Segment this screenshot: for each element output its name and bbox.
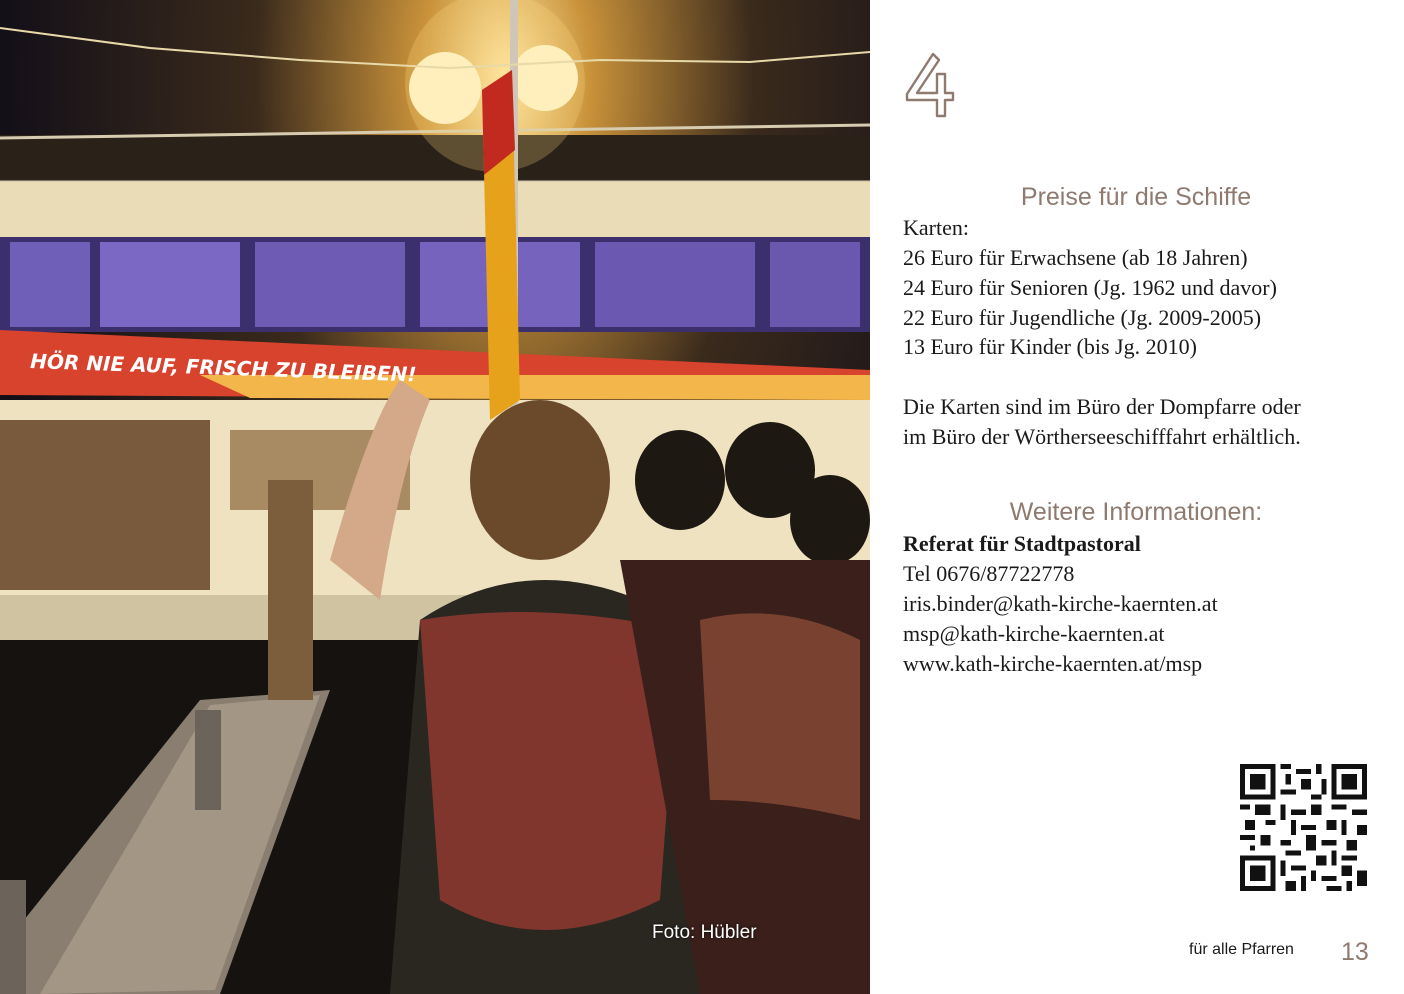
prices-heading: Preise für die Schiffe — [1020, 183, 1252, 211]
price-adults: 26 Euro für Erwachsene (ab 18 Jahren) — [903, 245, 1248, 270]
price-youth: 22 Euro für Jugendliche (Jg. 2009-2005) — [903, 305, 1262, 330]
contact-org: Referat für Stadtpastoral — [903, 531, 1141, 556]
woman-head — [470, 400, 610, 560]
contact-phone: Tel 0676/87722778 — [903, 561, 1075, 586]
availability-line-2: im Büro der Wörtherseeschifffahrt erhältlich. — [903, 424, 1301, 449]
contact-website[interactable]: www.kath-kirche-kaernten.at/msp — [903, 651, 1203, 676]
footer-label: für alle Pfarren — [1189, 941, 1294, 958]
contact-email-2[interactable]: msp@kath-kirche-kaernten.at — [903, 621, 1165, 646]
tickets-label: Karten: — [903, 215, 969, 240]
mooring-post — [268, 480, 313, 700]
price-seniors: 24 Euro für Senioren (Jg. 1962 und davor) — [903, 275, 1277, 300]
availability-line-1: Die Karten sind im Büro der Dompfarre oder — [903, 394, 1301, 419]
info-heading: Weitere Informationen: — [1009, 498, 1263, 526]
qr-code-icon — [1240, 764, 1367, 891]
photo-credit: Foto: Hübler — [652, 922, 757, 943]
page-number: 13 — [1341, 938, 1369, 966]
banner-text: HÖR NIE AUF, FRISCH ZU BLEIBEN! — [29, 349, 417, 387]
ship-upper-hull — [0, 182, 870, 237]
price-children: 13 Euro für Kinder (bis Jg. 2010) — [903, 334, 1197, 359]
contact-email-1[interactable]: iris.binder@kath-kirche-kaernten.at — [903, 591, 1218, 616]
chapter-numeral-icon — [903, 50, 957, 122]
